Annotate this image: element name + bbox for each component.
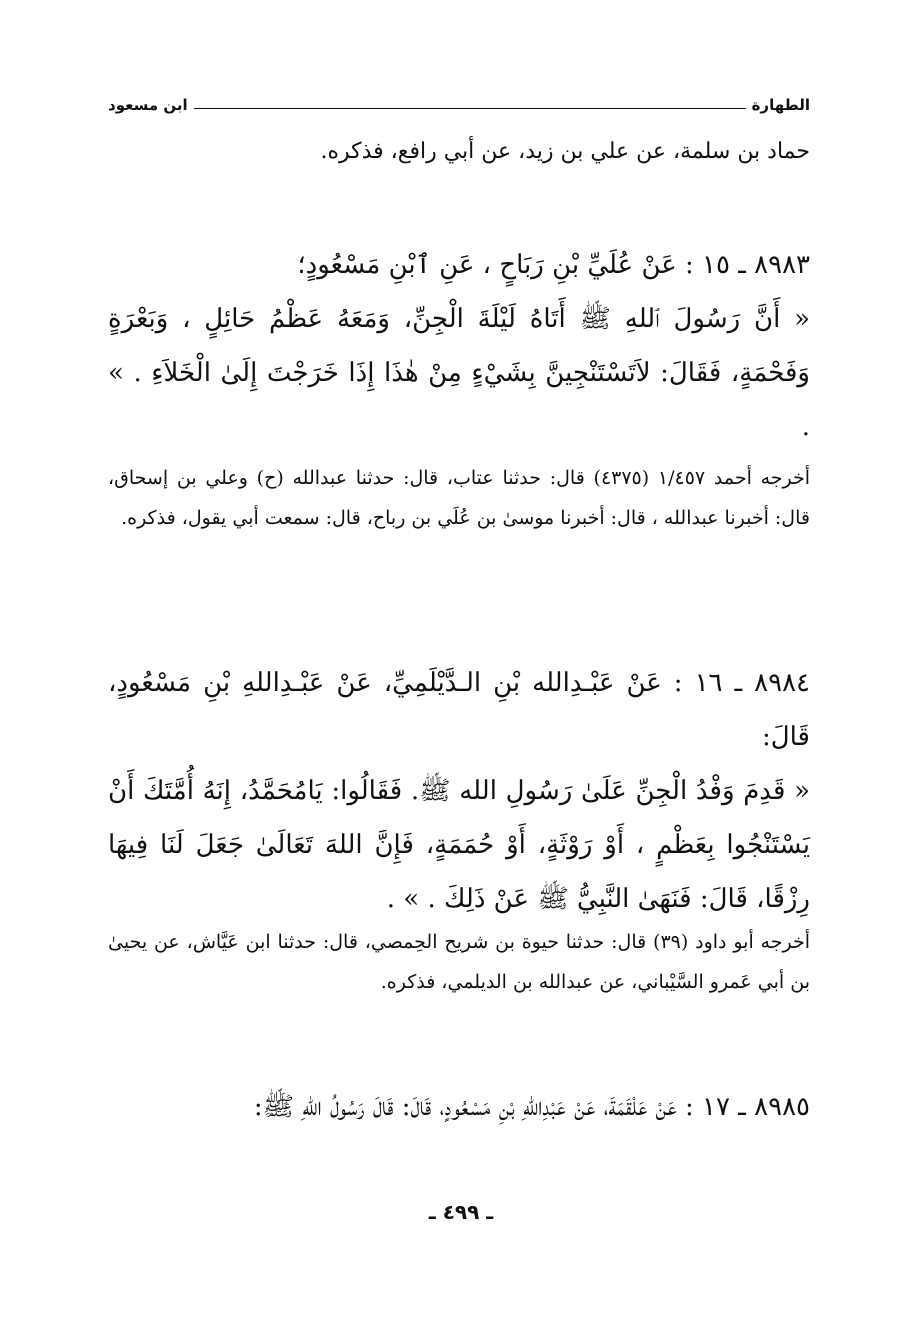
hadith-isnad: عَنْ عُلَيِّ بْنِ رَبَاحٍ ، عَنِ ٱبْنِ مَسْعُودٍ؛ [297,250,677,280]
hadith-matn: « أَنَّ رَسُولَ ٱللهِ ﷺ أَتَاهُ لَيْلَةَ الْجِنِّ، وَمَعَهُ عَظْمُ حَائِلٍ ، وَبَعْرَةٍ وَفَحْمَةٍ، فَقَالَ: لاَتَسْتَنْجِينَّ بِشَيْءٍ مِنْ هٰذَا إِذَا خَرَجْتَ إِلَىٰ الْخَلاَءِ . » . [108,304,810,442]
hadith-heading [108,238,810,292]
hadith-number: ٨٩٨٤ ـ ١٦ : [673,668,811,698]
hadith-isnad: عَنْ عَبْـدِالله بْنِ الـدَّيْلَمِيِّ، عَنْ عَبْـدِاللهِ بْنِ مَسْعُودٍ، قَالَ: [108,668,810,752]
header-chapter: الطهارة [751,96,810,114]
page-number: ـ ٤٩٩ ـ [428,1200,494,1224]
hadith-heading [108,1080,810,1134]
hadith-entry-8985 [108,1080,810,1134]
hadith-entry-8984 [108,656,810,926]
takhrij-8983: أخرجه أحمد ١/٤٥٧ (٤٣٧٥) قال: حدثنا عتاب، قال: حدثنا عبدالله (ح) وعلي بن إسحاق، قال: أخبرنا عبدالله ، قال: أخبرنا موسىٰ بن عُلَي بن رباح، قال: سمعت أبي يقول، فذكره. [108,467,811,529]
takhrij-8984: أخرجه أبو داود (٣٩) قال: حدثنا حيوة بن شريح الحِمصي، قال: حدثنا ابن عَيَّاش، عن يحيىٰ بن أبي عَمرو السَّيْباني، عن عبدالله بن الديلمي، فذكره. [108,931,810,993]
hadith-number: ٨٩٨٣ ـ ١٥ : [685,250,810,280]
hadith-number: ٨٩٨٥ ـ ١٧ : [685,1092,810,1122]
hadith-isnad: عَنْ عَلْقَمَةَ، عَنْ عَبْدِاللهِ بْنِ مَسْعُودٍ، قَالَ: قَالَ رَسُولُ اللهِ ﷺ: [253,1092,677,1122]
header-rule [194,108,746,109]
hadith-entry-8983 [108,238,810,454]
running-header [108,88,810,114]
hadith-matn: « قَدِمَ وَفْدُ الْجِنِّ عَلَىٰ رَسُولِ الله ﷺ. فَقَالُوا: يَامُحَمَّدُ، إِنَهُ أُمَّتَكَ أَنْ يَسْتَنْجُوا بِعَظْمٍ ، أَوْ رَوْثَةٍ، أَوْ حُمَمَةٍ، فَإِنَّ اللهَ تَعَالَىٰ جَعَلَ لَنَا فِيهَا رِزْقًا، قَالَ: فَنَهَىٰ النَّبِيُّ ﷺ عَنْ ذَلِكَ . » . [108,776,810,914]
hadith-heading [108,656,810,764]
header-companion: ابن مسعود [108,96,188,114]
continuation-text: حماد بن سلمة، عن علي بن زيد، عن أبي رافع، فذكره. [320,139,810,164]
